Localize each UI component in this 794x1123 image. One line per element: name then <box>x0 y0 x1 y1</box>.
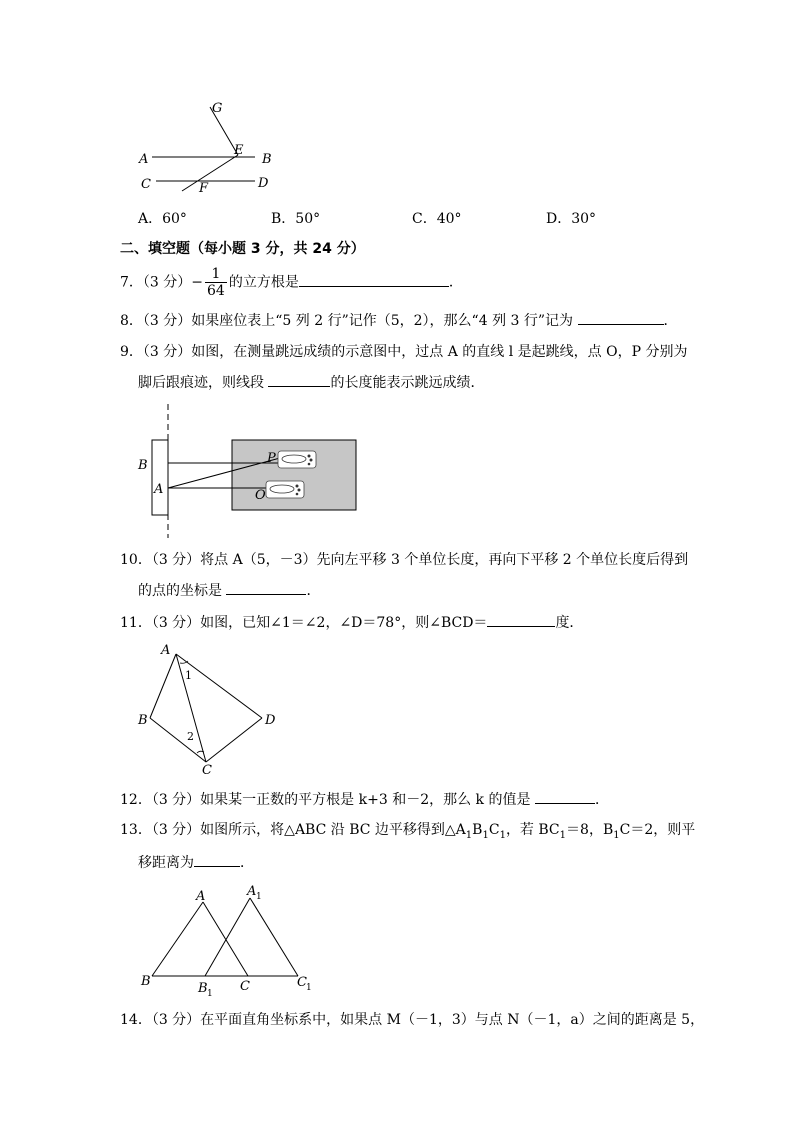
fig11-label-c: C <box>202 763 212 778</box>
fig13-label-b1: B <box>198 981 208 996</box>
fig6-label-a: A <box>139 152 149 167</box>
q7-denominator: 64 <box>207 283 225 299</box>
q13-sub: 1 <box>613 829 620 841</box>
fig13-label-c1-sub: 1 <box>306 983 312 993</box>
fig6-label-c: C <box>141 177 151 192</box>
q11-figure <box>130 640 290 780</box>
fig9-label-b: B <box>138 458 148 473</box>
fig6-label-e: E <box>234 143 244 158</box>
question-10-line1: 10．（3 分）将点 A（5，－3）先向左平移 3 个单位长度，再向下平移 2 个单位长度后得到 <box>120 552 689 568</box>
q13-text: ，若 BC <box>505 822 560 838</box>
fig11-label-2: 2 <box>187 730 194 743</box>
fig6-label-d: D <box>258 176 269 191</box>
q7-prefix: 7．（3 分） <box>120 274 192 291</box>
q11-end: 度． <box>555 615 584 631</box>
footprint-icon <box>266 481 304 498</box>
fig11-label-b: B <box>138 713 148 728</box>
fig13-label-c: C <box>240 979 250 994</box>
q13-answer-blank[interactable] <box>194 852 240 867</box>
fig13-label-a1: A <box>247 884 257 899</box>
fig13-label-b1-sub: 1 <box>207 989 213 999</box>
q7-numerator: 1 <box>205 266 227 283</box>
q6-choice-d: D．30° <box>546 211 597 227</box>
q8-text: 8．（3 分）如果座位表上“5 列 2 行”记作（5，2），那么“4 列 3 行”记为 <box>120 313 574 329</box>
fig6-label-b: B <box>262 152 272 167</box>
q12-end: ． <box>594 792 609 808</box>
q13-sub: 1 <box>482 829 489 841</box>
fig11-label-1: 1 <box>185 669 192 682</box>
q7-end: ． <box>448 274 463 291</box>
q10-answer-blank[interactable] <box>226 580 306 595</box>
question-13-line1 <box>120 820 695 846</box>
q6-choice-a: A．60° <box>138 211 187 227</box>
q10-text-a: 的点的坐标是 <box>138 583 222 599</box>
fig9-label-a: A <box>154 482 164 497</box>
q7-minus: − <box>191 274 203 291</box>
q11-answer-blank[interactable] <box>487 612 555 627</box>
q13-text: C <box>488 822 500 838</box>
question-9-line1: 9．（3 分）如图，在测量跳远成绩的示意图中，过点 A 的直线 l 是起跳线，点 O，P 分别为 <box>120 344 688 360</box>
q10-end: ． <box>306 583 321 599</box>
q13-text-line2: 移距离为 <box>138 855 194 871</box>
fig11-label-d: D <box>265 713 276 728</box>
q12-answer-blank[interactable] <box>535 789 595 804</box>
q9-text-b: 的长度能表示跳远成绩． <box>330 375 485 391</box>
q9-figure <box>130 402 370 540</box>
q13-text: ＝8，B <box>566 822 614 838</box>
fig13-label-c1: C <box>297 975 307 990</box>
question-10-line2 <box>138 580 320 601</box>
q6-choice-c: C．40° <box>412 211 462 227</box>
q6-figure <box>130 95 290 200</box>
q13-figure <box>130 878 330 1000</box>
q7-text: 的立方根是 <box>228 274 299 291</box>
q11-text: 11．（3 分）如图，已知∠1＝∠2，∠D＝78°，则∠BCD＝ <box>120 615 488 631</box>
fig9-label-o: O <box>255 488 266 503</box>
question-8 <box>120 310 678 331</box>
q13-end: ． <box>240 855 254 871</box>
fig13-label-a1-sub: 1 <box>256 892 262 902</box>
question-11 <box>120 612 583 633</box>
q12-text: 12．（3 分）如果某一正数的平方根是 k+3 和－2，那么 k 的值是 <box>120 792 531 808</box>
question-14: 14．（3 分）在平面直角坐标系中，如果点 M（－1，3）与点 N（－1，a）之间的距离是 5， <box>120 1012 705 1028</box>
q13-sub: 1 <box>559 829 567 841</box>
fig6-label-f: F <box>199 181 209 196</box>
q8-answer-blank[interactable] <box>578 310 664 325</box>
q9-answer-blank[interactable] <box>268 372 330 387</box>
q7-answer-blank[interactable] <box>299 272 449 287</box>
q9-text-a: 脚后跟痕迹，则线段 <box>138 375 264 391</box>
q13-text-a: 13．（3 分）如图所示，将△ABC 沿 BC 边平移得到△A <box>120 822 466 838</box>
fig13-label-a: A <box>196 889 206 904</box>
q13-text: B <box>472 822 483 838</box>
q13-sub: 1 <box>465 829 473 841</box>
q8-end: ． <box>663 313 678 329</box>
fig9-label-p: P <box>267 451 276 466</box>
section-title: 二、填空题（每小题 3 分，共 24 分） <box>120 241 365 257</box>
fig11-label-a: A <box>161 643 171 658</box>
question-9-line2 <box>138 372 484 393</box>
fig13-label-b: B <box>141 974 151 989</box>
q13-sub: 1 <box>499 829 506 841</box>
q7-fraction <box>205 266 227 299</box>
question-7 <box>120 266 463 299</box>
question-12 <box>120 789 609 810</box>
q6-choice-b: B．50° <box>271 211 321 227</box>
footprint-icon <box>278 451 316 468</box>
q13-text: C＝2，则平 <box>619 822 696 838</box>
question-13-line2 <box>138 852 254 873</box>
fig6-label-g: G <box>212 101 223 116</box>
